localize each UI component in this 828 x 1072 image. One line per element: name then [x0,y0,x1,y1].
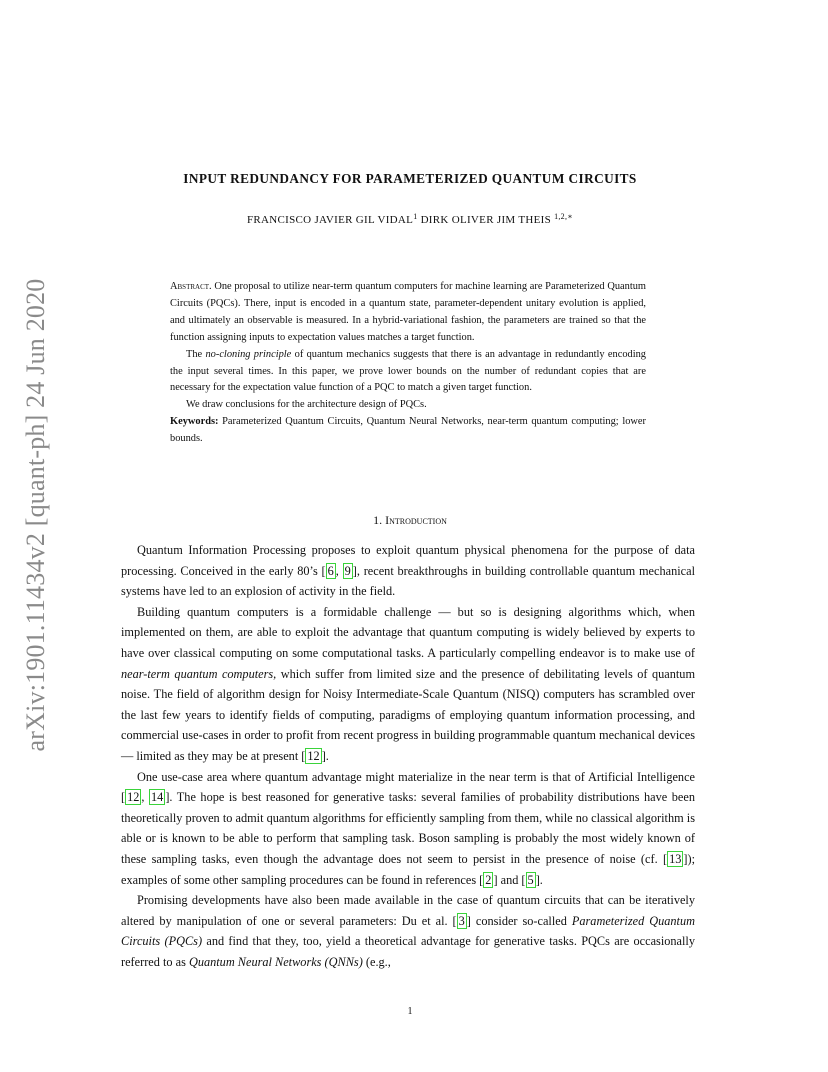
abstract [170,279,646,448]
affiliation-mark: 1 [413,212,418,221]
citation-link[interactable]: 9 [344,563,351,578]
abstract-label: Abstract. [170,281,212,292]
citation-link[interactable]: 2 [485,872,492,887]
paragraph: Quantum Information Processing proposes to exploit quantum physical phenomena for the purpose of data processing. Conceived in the early 80’s [ 6 , 9 ], recent breakthroughs in building controllable quantum mechanical systems have led to an explosion of activity in the field. [121,543,695,599]
page-number: 1 [407,1006,413,1017]
citation-link[interactable]: 12 [127,790,140,805]
paragraph: Building quantum computers is a formidable challenge — but so is designing algorithms which, when implemented on them, are able to exploit the advantage that quantum computing is widely believed by experts to have over classical computing on some computational tasks. A particularly compelling endeavor is to make use of near-term quantum computers, which suffer from limited size and the presence of debilitating levels of quantum noise. The field of algorithm design for Noisy Intermediate-Scale Quantum (NISQ) computers has scrambled over the last few years to identify fields of computing, paradigms of employing quantum information processing, and commercial use-cases in order to profit from recent progress in building programmable quantum mechanical devices — limited as they may be at present [ 12 ]. [121,604,696,763]
emphasis: Quantum Neural Networks (QNNs) [188,954,363,969]
arxiv-identifier: arXiv:1901.11434v2 [quant-ph] 24 Jun 2020 [21,278,50,752]
keywords-label: Keywords: [170,416,219,428]
author-name: FRANCISCO JAVIER GIL VIDAL [246,214,414,226]
abstract-paragraph: Abstract. One proposal to utilize near-term quantum computers for machine learning are Parameterized Quantum Circuits (PQCs). There, input is encoded in a quantum state, parameter-dependent unitary evolution is applied, and ultimately an observable is measured. In a hybrid-variational fashion, the parameters are trained so that the function assigning inputs to expectation values matches a target function. [170,281,646,343]
author-list [120,212,700,226]
arxiv-sidebar [14,280,58,750]
citation-link[interactable]: 14 [151,790,164,805]
citation-link[interactable]: 3 [458,913,465,928]
emphasis: no-cloning principle [205,348,292,360]
author-name: DIRK OLIVER JIM THEIS [420,214,552,226]
keywords: Keywords: Parameterized Quantum Circuits, Quantum Neural Networks, near-term quantum computing; lower bounds. [170,416,646,445]
emphasis: near-term quantum computers, [121,666,277,681]
section-title: Introduction [385,513,447,527]
paragraph: Promising developments have also been made available in the case of quantum circuits that can be iteratively altered by manipulation of one or several parameters: Du et al. [ 3 ] consider so-called Parameterized Quantum Circuits (PQCs) and find that they, too, yield a theoretical advantage for generative tasks. PQCs are occasionally referred to as Quantum Neural Networks (QNNs) (e.g., [121,893,695,969]
citation-link[interactable]: 13 [669,851,682,866]
section-heading [120,513,700,528]
section-number: 1. [373,513,383,527]
body-text [121,540,695,972]
affiliation-mark: 1,2,∗ [554,212,574,221]
abstract-paragraph: The no-cloning principle of quantum mechanics suggests that there is an advantage in redundantly encoding the input several times. In this paper, we prove lower bounds on the number of redundant copies that are necessary for the expectation value function of a PQC to match a given target function. [170,348,646,394]
paper-title: INPUT REDUNDANCY FOR PARAMETERIZED QUANTUM CIRCUITS [183,171,637,186]
emphasis: Parameterized Quantum Circuits (PQCs) [121,913,695,949]
citation-link[interactable]: 12 [307,748,320,763]
citation-link[interactable]: 5 [527,872,534,887]
abstract-paragraph: We draw conclusions for the architecture design of PQCs. [186,399,427,411]
paragraph: One use-case area where quantum advantage might materialize in the near term is that of Artificial Intelligence [ 12 , 14 ]. The hope is best reasoned for generative tasks: several families of probability distributions have been theoretically proven to admit quantum algorithms for efficiently sampling from them, while no classical algorithm is able or is known to be able to perform that sampling task. Boson sampling is probably the most widely known of these sampling tasks, even though the advantage does not seem to persist in the presence of noise (cf. [ 13 ]); examples of some other sampling procedures can be found in references [ 2 ] and [ 5 ]. [121,769,695,887]
citation-link[interactable]: 6 [327,563,334,578]
